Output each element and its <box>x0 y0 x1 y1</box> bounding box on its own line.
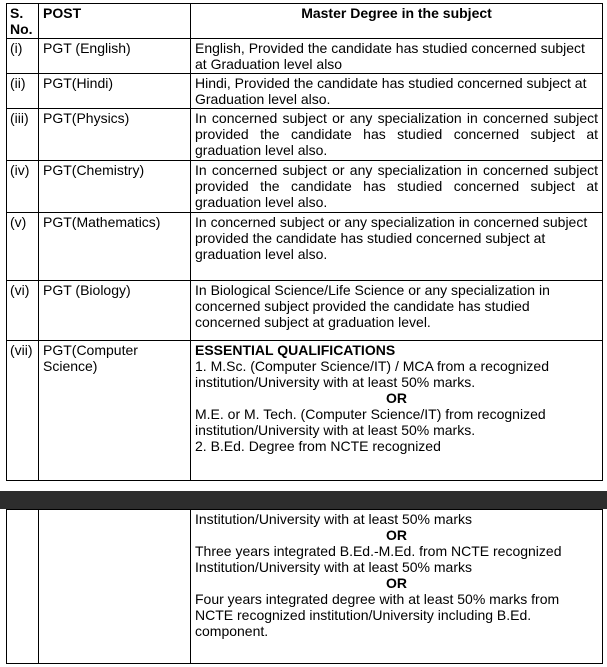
table-header-row <box>7 4 603 39</box>
header-qualification: Master Degree in the subject <box>191 4 603 39</box>
essential-qualifications-heading: ESSENTIAL QUALIFICATIONS <box>195 342 396 358</box>
table-row <box>7 39 603 74</box>
table-row <box>7 213 603 281</box>
row-sno: (vi) <box>7 281 39 341</box>
row-qualification: In concerned subject or any specialization in concerned subject provided the candidate has studied concerned subject at graduation level also. <box>191 109 603 161</box>
table-row <box>7 109 603 161</box>
qualification-alternative-1: M.E. or M. Tech. (Computer Science/IT) from recognized institution/University with at least 50% marks. <box>195 406 546 438</box>
table-row <box>7 74 603 109</box>
row-qualification <box>191 341 603 481</box>
row-qualification: In Biological Science/Life Science or any specialization in concerned subject provided the candidate has studied concerned subject at graduation level. <box>191 281 603 341</box>
header-post: POST <box>39 4 191 39</box>
table-row <box>7 161 603 213</box>
table-row <box>7 281 603 341</box>
row-sno: (vii) <box>7 341 39 481</box>
row-sno: (v) <box>7 213 39 281</box>
qualification-item-2: 2. B.Ed. Degree from NCTE recognized <box>195 438 441 454</box>
qualification-table <box>6 3 603 481</box>
row-qualification: Hindi, Provided the candidate has studied concerned subject at Graduation level also. <box>191 74 603 109</box>
table-row-continuation <box>7 510 603 664</box>
or-separator: OR <box>386 390 407 406</box>
row-post: PGT (English) <box>39 39 191 74</box>
qualification-alternative-2: Three years integrated B.Ed.-M.Ed. from NCTE recognized Institution/University with at least 50% marks <box>195 543 562 575</box>
row-sno-empty <box>7 510 39 664</box>
row-post-empty <box>39 510 191 664</box>
page-break-divider <box>0 491 607 509</box>
qualification-item-1: 1. M.Sc. (Computer Science/IT) / MCA from a recognized institution/University with at least 50% marks. <box>195 358 550 390</box>
page-bottom <box>0 509 607 667</box>
row-post: PGT(Computer Science) <box>39 341 191 481</box>
row-qualification: English, Provided the candidate has studied concerned subject at Graduation level also <box>191 39 603 74</box>
qualification-table-continued <box>6 509 603 664</box>
or-separator: OR <box>386 575 407 591</box>
row-post: PGT(Physics) <box>39 109 191 161</box>
or-separator: OR <box>386 527 407 543</box>
row-sno: (iv) <box>7 161 39 213</box>
table-row-computer-science <box>7 341 603 481</box>
row-sno: (i) <box>7 39 39 74</box>
row-sno: (iii) <box>7 109 39 161</box>
row-post: PGT(Chemistry) <box>39 161 191 213</box>
row-qualification-continued <box>191 510 603 664</box>
continuation-line: Institution/University with at least 50% marks <box>195 511 472 527</box>
row-post: PGT(Hindi) <box>39 74 191 109</box>
row-qualification: In concerned subject or any specialization in concerned subject provided the candidate has studied concerned subject at graduation level also. <box>191 213 603 281</box>
row-post: PGT (Biology) <box>39 281 191 341</box>
header-sno: S. No. <box>7 4 39 39</box>
row-post: PGT(Mathematics) <box>39 213 191 281</box>
qualification-alternative-3: Four years integrated degree with at least 50% marks from NCTE recognized institution/University including B.Ed. component. <box>195 591 560 639</box>
row-sno: (ii) <box>7 74 39 109</box>
row-qualification: In concerned subject or any specialization in concerned subject provided the candidate has studied concerned subject at graduation level also. <box>191 161 603 213</box>
